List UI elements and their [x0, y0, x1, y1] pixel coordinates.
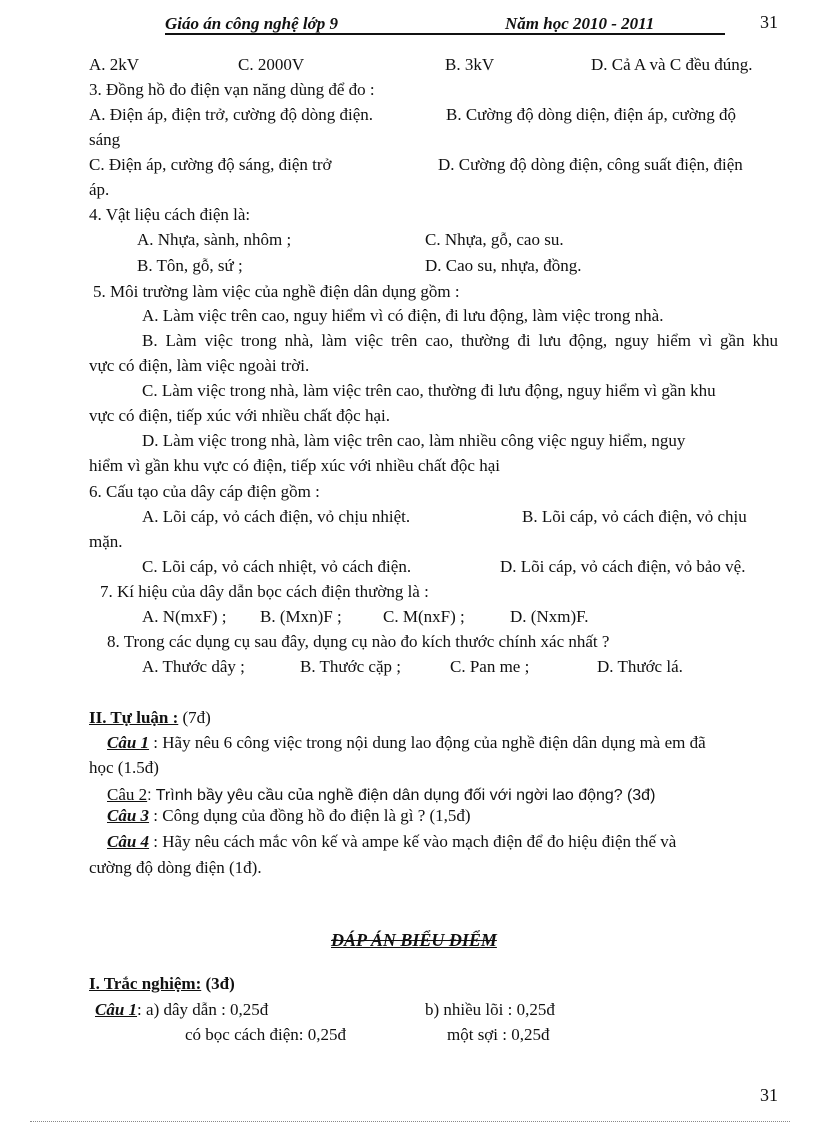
- q7-option-c: C. M(nxF) ;: [383, 607, 465, 626]
- part2-question-3: [107, 806, 471, 826]
- q2-option-c: C. 2000V: [238, 55, 305, 74]
- part2-q1-text-cont: học (1.5đ): [89, 758, 159, 777]
- q2-option-a: A. 2kV: [89, 55, 140, 74]
- q7-option-d: D. (Nxm)F.: [510, 607, 589, 626]
- answers-part1-label: I. Trắc nghiệm:: [89, 974, 202, 993]
- q4-option-c: C. Nhựa, gỗ, cao su.: [425, 230, 564, 249]
- answers-q1-a: : a) dây dẫn : 0,25đ: [137, 1000, 269, 1019]
- q6-option-a: A. Lõi cáp, vỏ cách điện, vỏ chịu nhiệt.: [142, 507, 411, 526]
- q5-option-b-cont: vực có điện, làm việc ngoài trời.: [89, 356, 310, 375]
- header-title-left: Giáo án công nghệ lớp 9: [165, 14, 339, 33]
- footer-page-number: 31: [760, 1085, 778, 1105]
- q8-option-a: A. Thước dây ;: [142, 657, 245, 676]
- q5-option-d: D. Làm việc trong nhà, làm việc trên cao, làm nhiều công việc nguy hiểm, nguy: [142, 431, 686, 450]
- q5-stem: 5. Môi trường làm việc của nghề điện dân dụng gồm :: [93, 282, 460, 301]
- q5-option-a: A. Làm việc trên cao, nguy hiểm vì có điện, đi lưu động, làm việc trong nhà.: [142, 306, 664, 325]
- part2-q2-points: (3đ): [626, 787, 656, 804]
- part2-q4-label: Câu 4: [107, 832, 150, 851]
- part2-heading-points: (7đ): [182, 708, 211, 727]
- part2-question-4: [107, 832, 676, 852]
- part2-q4-text: : Hãy nêu cách mắc vôn kế và ampe kế vào mạch điện để đo hiệu điện thế và: [153, 832, 677, 851]
- q2-option-d: D. Cả A và C đều đúng.: [591, 55, 753, 74]
- q3-option-d: D. Cường độ dòng điện, công suất điện, điện: [438, 155, 743, 174]
- q3-option-d-cont: áp.: [89, 180, 110, 199]
- q3-option-c: C. Điện áp, cường độ sáng, điện trở: [89, 155, 332, 174]
- answers-q1-b: b) nhiều lõi : 0,25đ: [425, 1000, 555, 1019]
- q5-option-c: C. Làm việc trong nhà, làm việc trên cao, thường đi lưu động, nguy hiểm vì gần khu: [142, 381, 716, 400]
- q5-option-b: B. Làm việc trong nhà, làm việc trên cao, thường đi lưu động, nguy hiểm vì gần khu: [142, 331, 778, 350]
- q6-option-c: C. Lõi cáp, vỏ cách nhiệt, vỏ cách điện.: [142, 557, 412, 576]
- q4-option-b: B. Tôn, gỗ, sứ ;: [137, 256, 243, 275]
- part2-heading: [89, 708, 211, 728]
- header-title-right: Năm học 2010 - 2011: [505, 14, 655, 33]
- q4-stem: 4. Vật liệu cách điện là:: [89, 205, 251, 224]
- q7-option-b: B. (Mxn)F ;: [260, 607, 342, 626]
- part2-q1-label: Câu 1: [107, 733, 150, 752]
- q8-option-c: C. Pan me ;: [450, 657, 530, 676]
- q3-option-a: A. Điện áp, điện trở, cường độ dòng điện.: [89, 105, 374, 124]
- q4-option-a: A. Nhựa, sành, nhôm ;: [137, 230, 292, 249]
- q6-option-d: D. Lõi cáp, vỏ cách điện, vỏ bảo vệ.: [500, 557, 746, 576]
- part2-q3-text: : Công dụng của đồng hồ đo điện là gì ? (1,5đ): [153, 806, 471, 825]
- q6-option-b-cont: mặn.: [89, 532, 123, 551]
- header-rule: [165, 33, 725, 35]
- q3-option-b-cont: sáng: [89, 130, 121, 149]
- part2-q3-label: Câu 3: [107, 806, 150, 825]
- part2-heading-label: II. Tự luận :: [89, 708, 179, 727]
- q5-option-c-cont: vực có điện, tiếp xúc với nhiều chất độc hại.: [89, 406, 390, 425]
- q8-option-d: D. Thước lá.: [597, 657, 683, 676]
- answers-q1-label: Câu 1: [95, 1000, 138, 1019]
- part2-q2-label: Câu 2: [107, 785, 148, 804]
- answers-q1-line1: [95, 1000, 268, 1020]
- q8-stem: 8. Trong các dụng cụ sau đây, dụng cụ nào đo kích thước chính xác nhất ?: [107, 632, 610, 651]
- part2-question-2: [107, 785, 655, 806]
- part2-q4-text-cont: cường độ dòng điện (1đ).: [89, 858, 262, 877]
- header-page-number: 31: [760, 12, 778, 32]
- part2-q2-text: : Trình bầy yêu cầu của nghề điện dân dụng đối với ngời lao động?: [147, 787, 623, 804]
- answer-key-title: ĐÁP ÁN BIỂU ĐIỂM: [331, 930, 497, 950]
- q3-stem: 3. Đồng hồ đo điện vạn năng dùng để đo :: [89, 80, 375, 99]
- q6-stem: 6. Cấu tạo của dây cáp điện gồm :: [89, 482, 320, 501]
- q3-option-b: B. Cường độ dòng diện, điện áp, cường độ: [446, 105, 736, 124]
- q8-option-b: B. Thước cặp ;: [300, 657, 401, 676]
- q4-option-d: D. Cao su, nhựa, đồng.: [425, 256, 582, 275]
- answers-q1-a2: có bọc cách điện: 0,25đ: [185, 1025, 346, 1044]
- q7-option-a: A. N(mxF) ;: [142, 607, 227, 626]
- q7-stem: 7. Kí hiệu của dây dẫn bọc cách điện thường là :: [100, 582, 429, 601]
- q2-option-b: B. 3kV: [445, 55, 495, 74]
- answers-q1-b2: một sợi : 0,25đ: [447, 1025, 550, 1044]
- answers-part1-points: (3đ): [205, 974, 235, 993]
- q5-option-d-cont: hiểm vì gần khu vực có điện, tiếp xúc với nhiều chất độc hại: [89, 456, 500, 475]
- answers-part1-heading: [89, 974, 235, 994]
- part2-question-1: [107, 733, 706, 753]
- part2-q1-text: : Hãy nêu 6 công việc trong nội dung lao động của nghề điện dân dụng mà em đã: [153, 733, 706, 752]
- q6-option-b: B. Lõi cáp, vỏ cách điện, vỏ chịu: [522, 507, 747, 526]
- footer-rule: [30, 1121, 790, 1122]
